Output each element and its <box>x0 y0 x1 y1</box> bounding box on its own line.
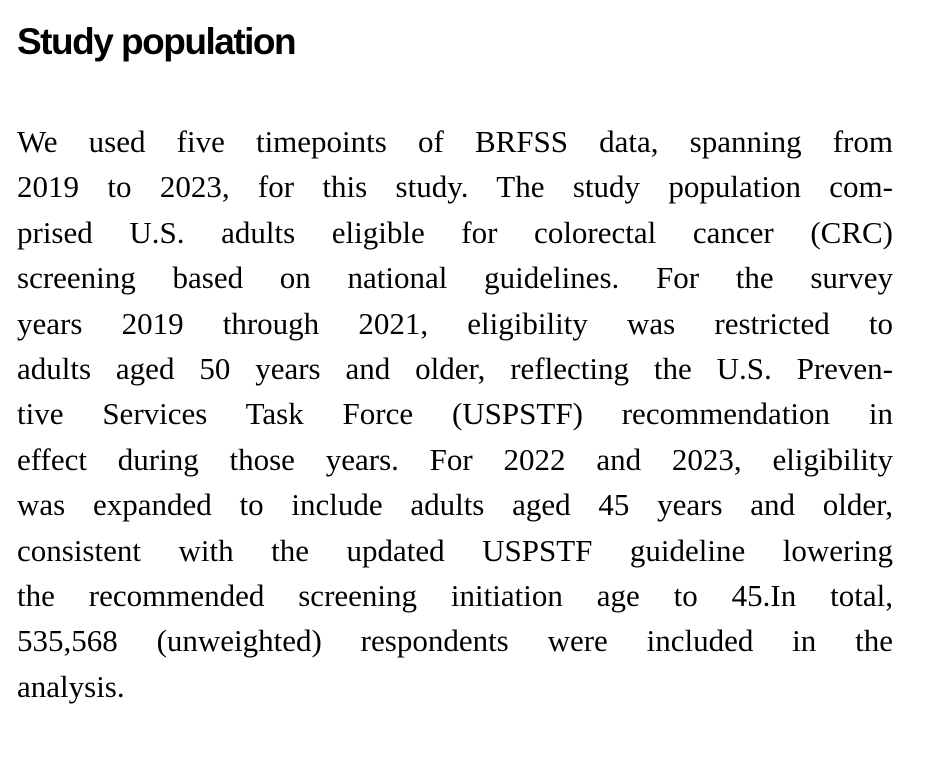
body-paragraph <box>17 119 893 709</box>
text-line: years 2019 through 2021, eligibility was restricted to <box>17 305 893 341</box>
text-line: analysis. <box>17 668 125 704</box>
text-line: was expanded to include adults aged 45 years and older, <box>17 487 893 523</box>
text-line: effect during those years. For 2022 and 2023, eligibility <box>17 441 893 477</box>
text-line: adults aged 50 years and older, reflecting the U.S. Preven- <box>17 351 893 387</box>
text-line: 535,568 (unweighted) respondents were included in the <box>17 623 893 659</box>
section-heading: Study population <box>17 21 296 62</box>
text-line: 2019 to 2023, for this study. The study population com- <box>17 169 893 205</box>
text-line: prised U.S. adults eligible for colorectal cancer (CRC) <box>17 214 893 250</box>
text-line: the recommended screening initiation age to 45.In total, <box>17 578 893 614</box>
text-line: consistent with the updated USPSTF guideline lowering <box>17 532 893 568</box>
text-line: We used five timepoints of BRFSS data, spanning from <box>17 124 893 159</box>
text-line: screening based on national guidelines. For the survey <box>17 260 893 296</box>
text-line: tive Services Task Force (USPSTF) recommendation in <box>17 396 893 432</box>
